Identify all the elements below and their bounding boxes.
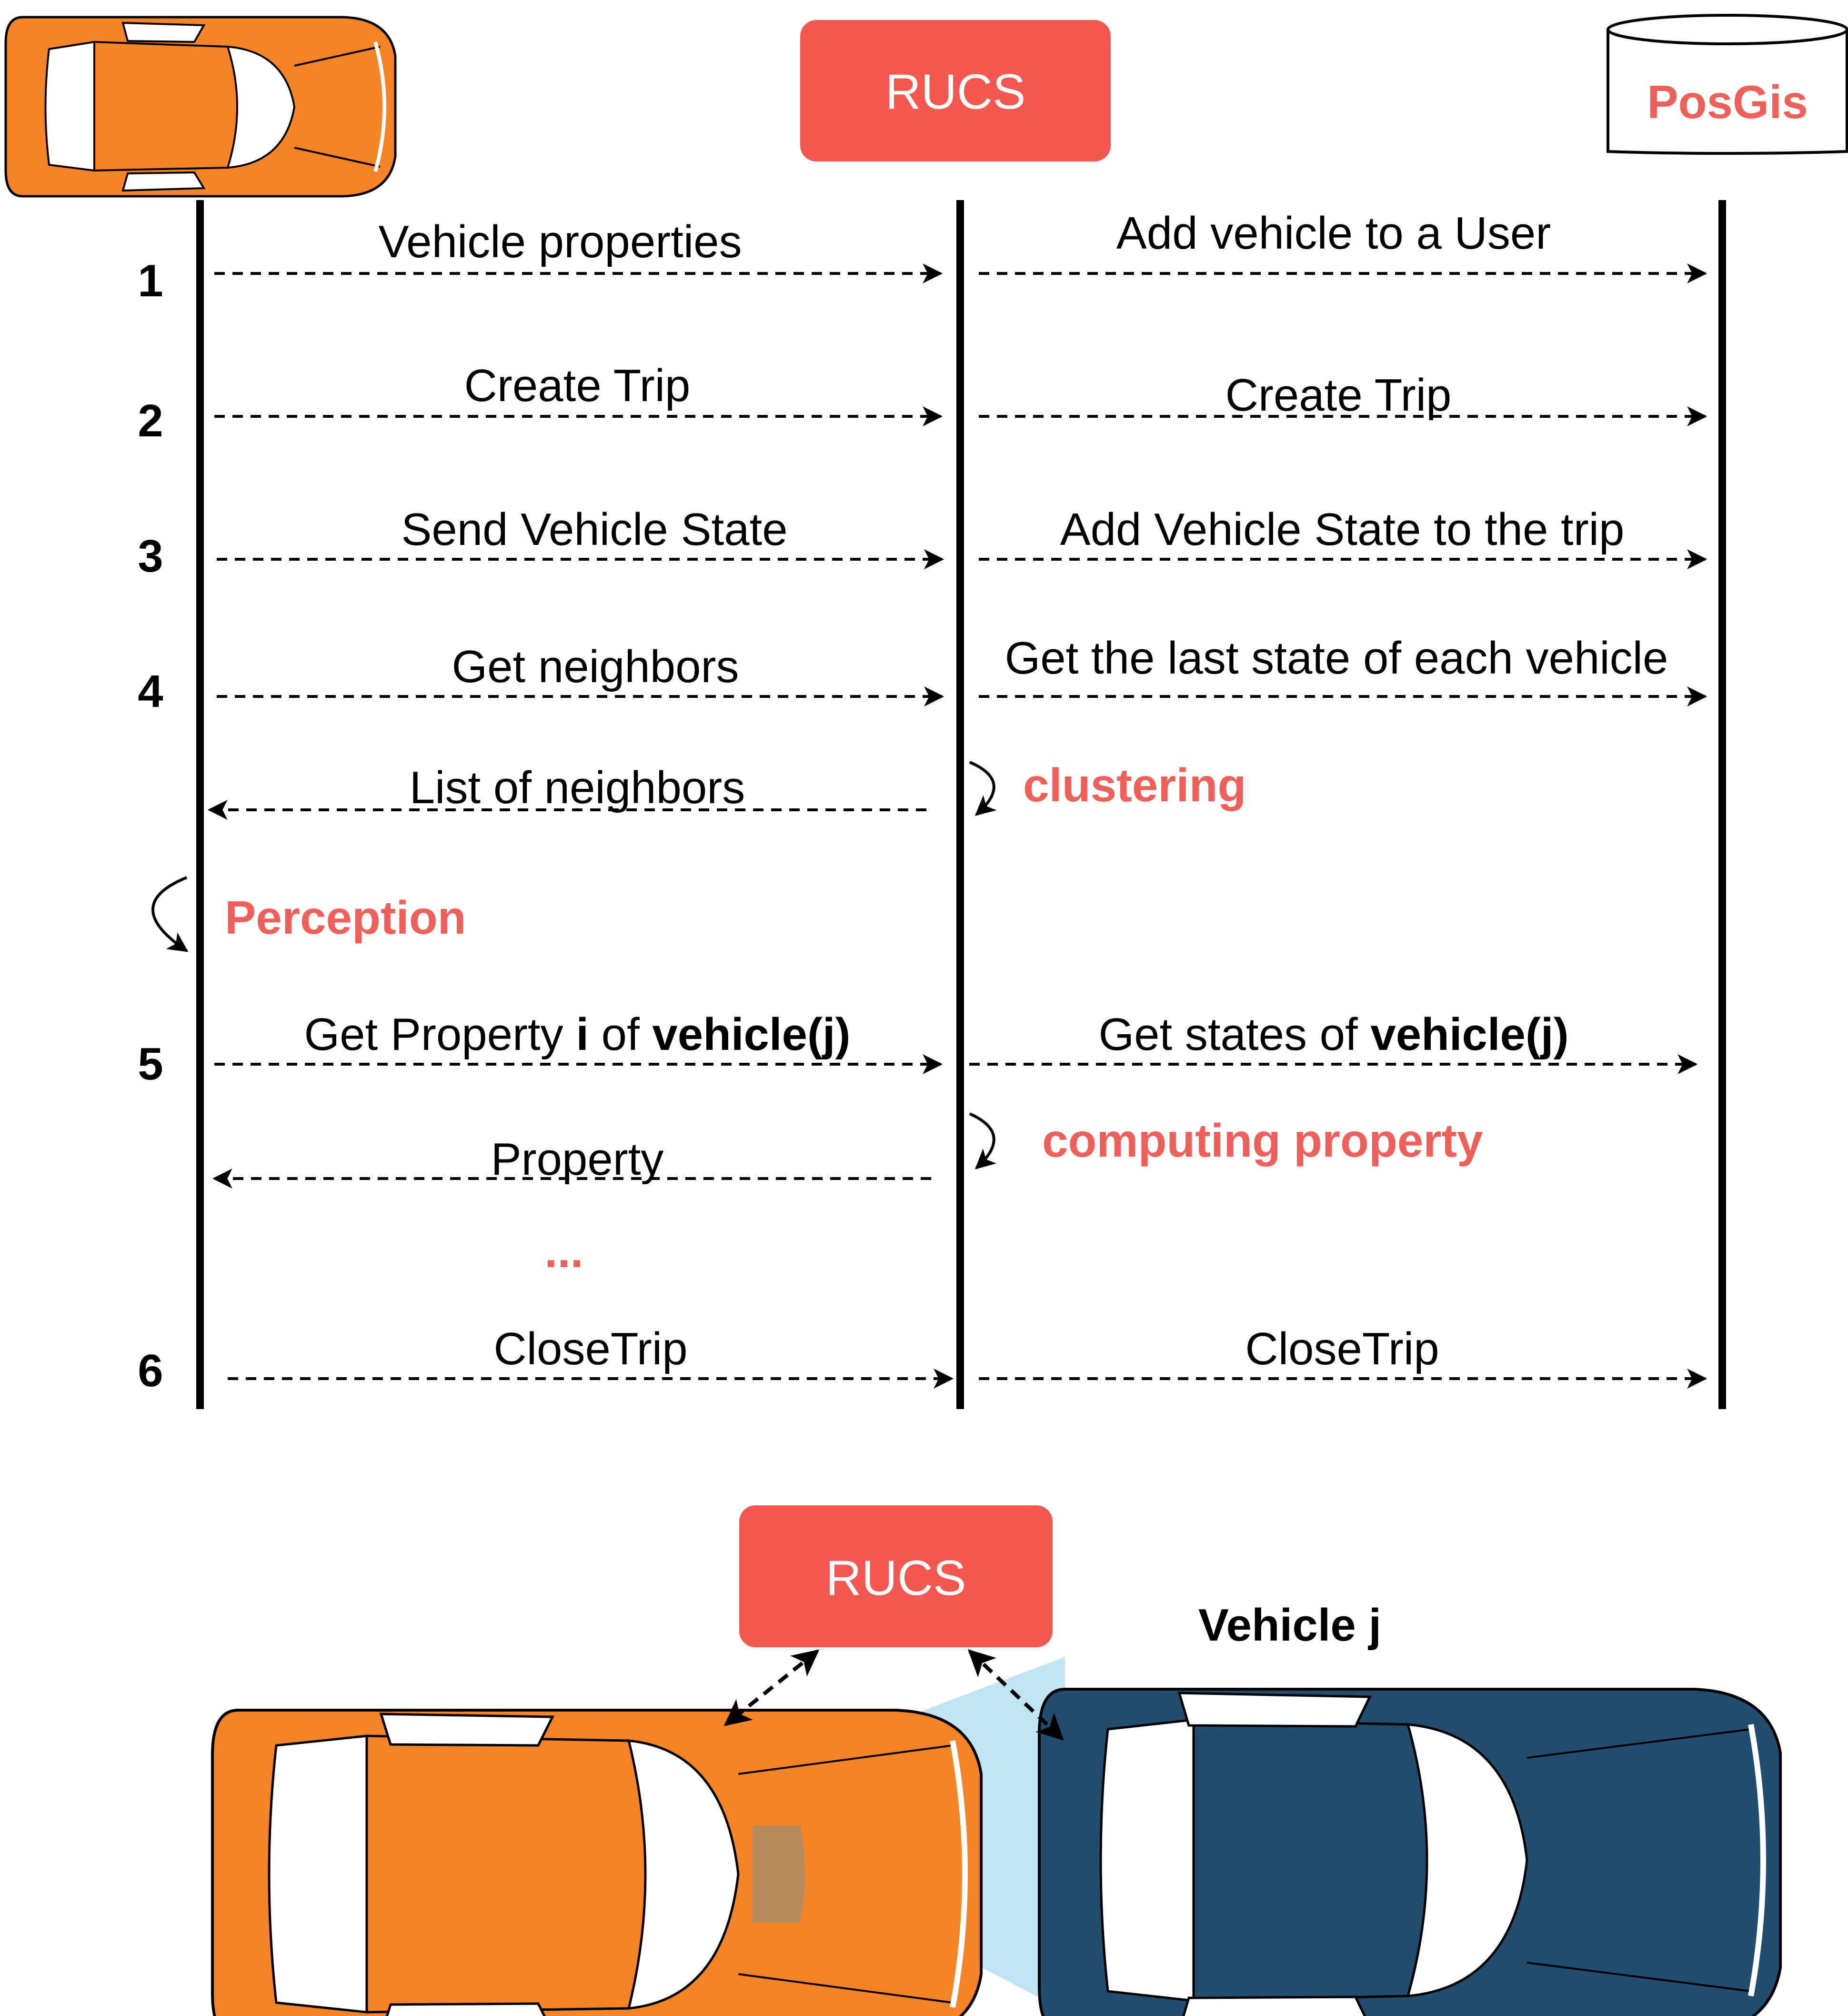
vehicle-j-icon — [1039, 1689, 1780, 2016]
clustering-loop-arrow — [970, 762, 994, 815]
step-6: 6 — [138, 1345, 163, 1396]
msg-create-trip-right: Create Trip — [1225, 370, 1452, 421]
posgis-database-icon — [1608, 15, 1847, 153]
perception-label: Perception — [225, 891, 466, 944]
msg-add-vehicle-user: Add vehicle to a User — [1116, 208, 1551, 259]
rucs-server-box — [800, 20, 1111, 161]
perception-loop-arrow — [153, 877, 187, 951]
msg-get-property: Get Property i of vehicle(j) — [304, 1009, 851, 1060]
step-1: 1 — [138, 255, 163, 306]
msg-get-states: Get states of vehicle(j) — [1098, 1009, 1569, 1060]
computing-property-label: computing property — [1042, 1114, 1483, 1167]
msg-add-vehicle-state: Add Vehicle State to the trip — [1060, 504, 1625, 555]
rucs-bottom-box — [739, 1505, 1053, 1647]
msg-create-trip-left: Create Trip — [464, 360, 691, 411]
computing-loop-arrow — [970, 1114, 994, 1168]
msg-close-trip-left: CloseTrip — [493, 1323, 688, 1374]
msg-send-vehicle-state: Send Vehicle State — [401, 504, 788, 555]
msg-close-trip-right: CloseTrip — [1245, 1323, 1439, 1374]
rucs-label: RUCS — [885, 64, 1026, 120]
msg-vehicle-properties: Vehicle properties — [378, 216, 742, 267]
ego-car-bottom-icon — [212, 1710, 981, 2016]
step-3: 3 — [138, 531, 163, 582]
msg-get-neighbors: Get neighbors — [452, 641, 739, 692]
msg-get-last-state: Get the last state of each vehicle — [1004, 633, 1668, 684]
ellipsis-label: ... — [544, 1225, 583, 1277]
ego-car-icon — [6, 17, 395, 196]
step-2: 2 — [138, 395, 163, 446]
msg-property: Property — [491, 1134, 664, 1185]
rucs-bottom-label: RUCS — [825, 1551, 966, 1606]
step-5: 5 — [138, 1038, 163, 1089]
clustering-label: clustering — [1023, 759, 1246, 811]
posgis-label: PosGis — [1647, 76, 1808, 128]
vehicle-j-label: Vehicle j — [1198, 1600, 1382, 1651]
step-4: 4 — [138, 666, 163, 717]
msg-list-neighbors: List of neighbors — [409, 762, 745, 813]
